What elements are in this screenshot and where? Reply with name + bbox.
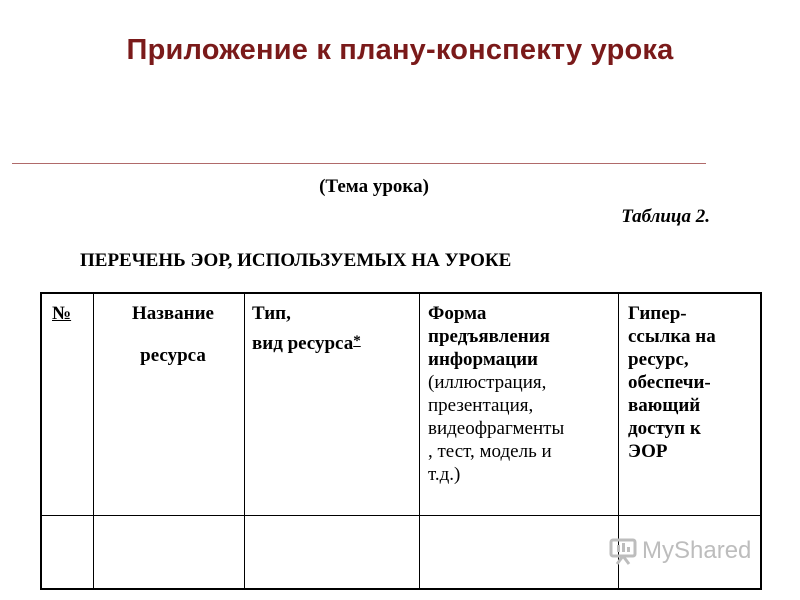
- header-form-detail: т.д.): [428, 464, 461, 485]
- lesson-topic: (Тема урока): [319, 176, 429, 197]
- topic-underline: [12, 163, 706, 164]
- header-name-line2: ресурса: [140, 345, 206, 366]
- header-link-line: Гипер-: [628, 303, 687, 324]
- watermark: [608, 536, 751, 566]
- watermark-text: MyShared: [642, 537, 752, 564]
- header-form-line: информации: [428, 349, 538, 370]
- header-type-line2: вид ресурса: [252, 333, 354, 354]
- table-label: Таблица 2.: [621, 206, 710, 227]
- list-heading: ПЕРЕЧЕНЬ ЭОР, ИСПОЛЬЗУЕМЫХ НА УРОКЕ: [80, 250, 512, 271]
- presentation-icon: [608, 536, 638, 566]
- header-type-line1: Тип,: [252, 303, 291, 324]
- page-title: Приложение к плану-конспекту урока: [126, 34, 674, 66]
- header-form-detail: , тест, модель и: [428, 441, 552, 462]
- header-name-line1: Название: [131, 303, 214, 324]
- header-form-line: Форма: [428, 303, 487, 324]
- header-hyperlink: [628, 302, 760, 463]
- header-form-line: предъявления: [428, 326, 550, 347]
- header-link-line: вающий: [628, 395, 701, 416]
- table-row-divider: [42, 515, 760, 516]
- header-form-detail: видеофрагменты: [428, 418, 565, 439]
- header-number: №: [52, 303, 72, 324]
- footnote-mark[interactable]: *: [353, 333, 361, 349]
- header-type-line2-wrap: [252, 332, 422, 355]
- header-link-line: обеспечи-: [628, 372, 711, 393]
- header-form-detail: презентация,: [428, 395, 534, 416]
- table-divider: [244, 294, 245, 588]
- table-divider: [93, 294, 94, 588]
- header-link-line: доступ к: [628, 418, 701, 439]
- header-form-detail: (иллюстрация,: [428, 372, 547, 393]
- header-link-line: ресурс,: [628, 349, 689, 370]
- header-type: [252, 302, 422, 355]
- header-link-line: ссылка на: [628, 326, 716, 347]
- header-link-line: ЭОР: [628, 441, 668, 462]
- header-form: [428, 302, 608, 486]
